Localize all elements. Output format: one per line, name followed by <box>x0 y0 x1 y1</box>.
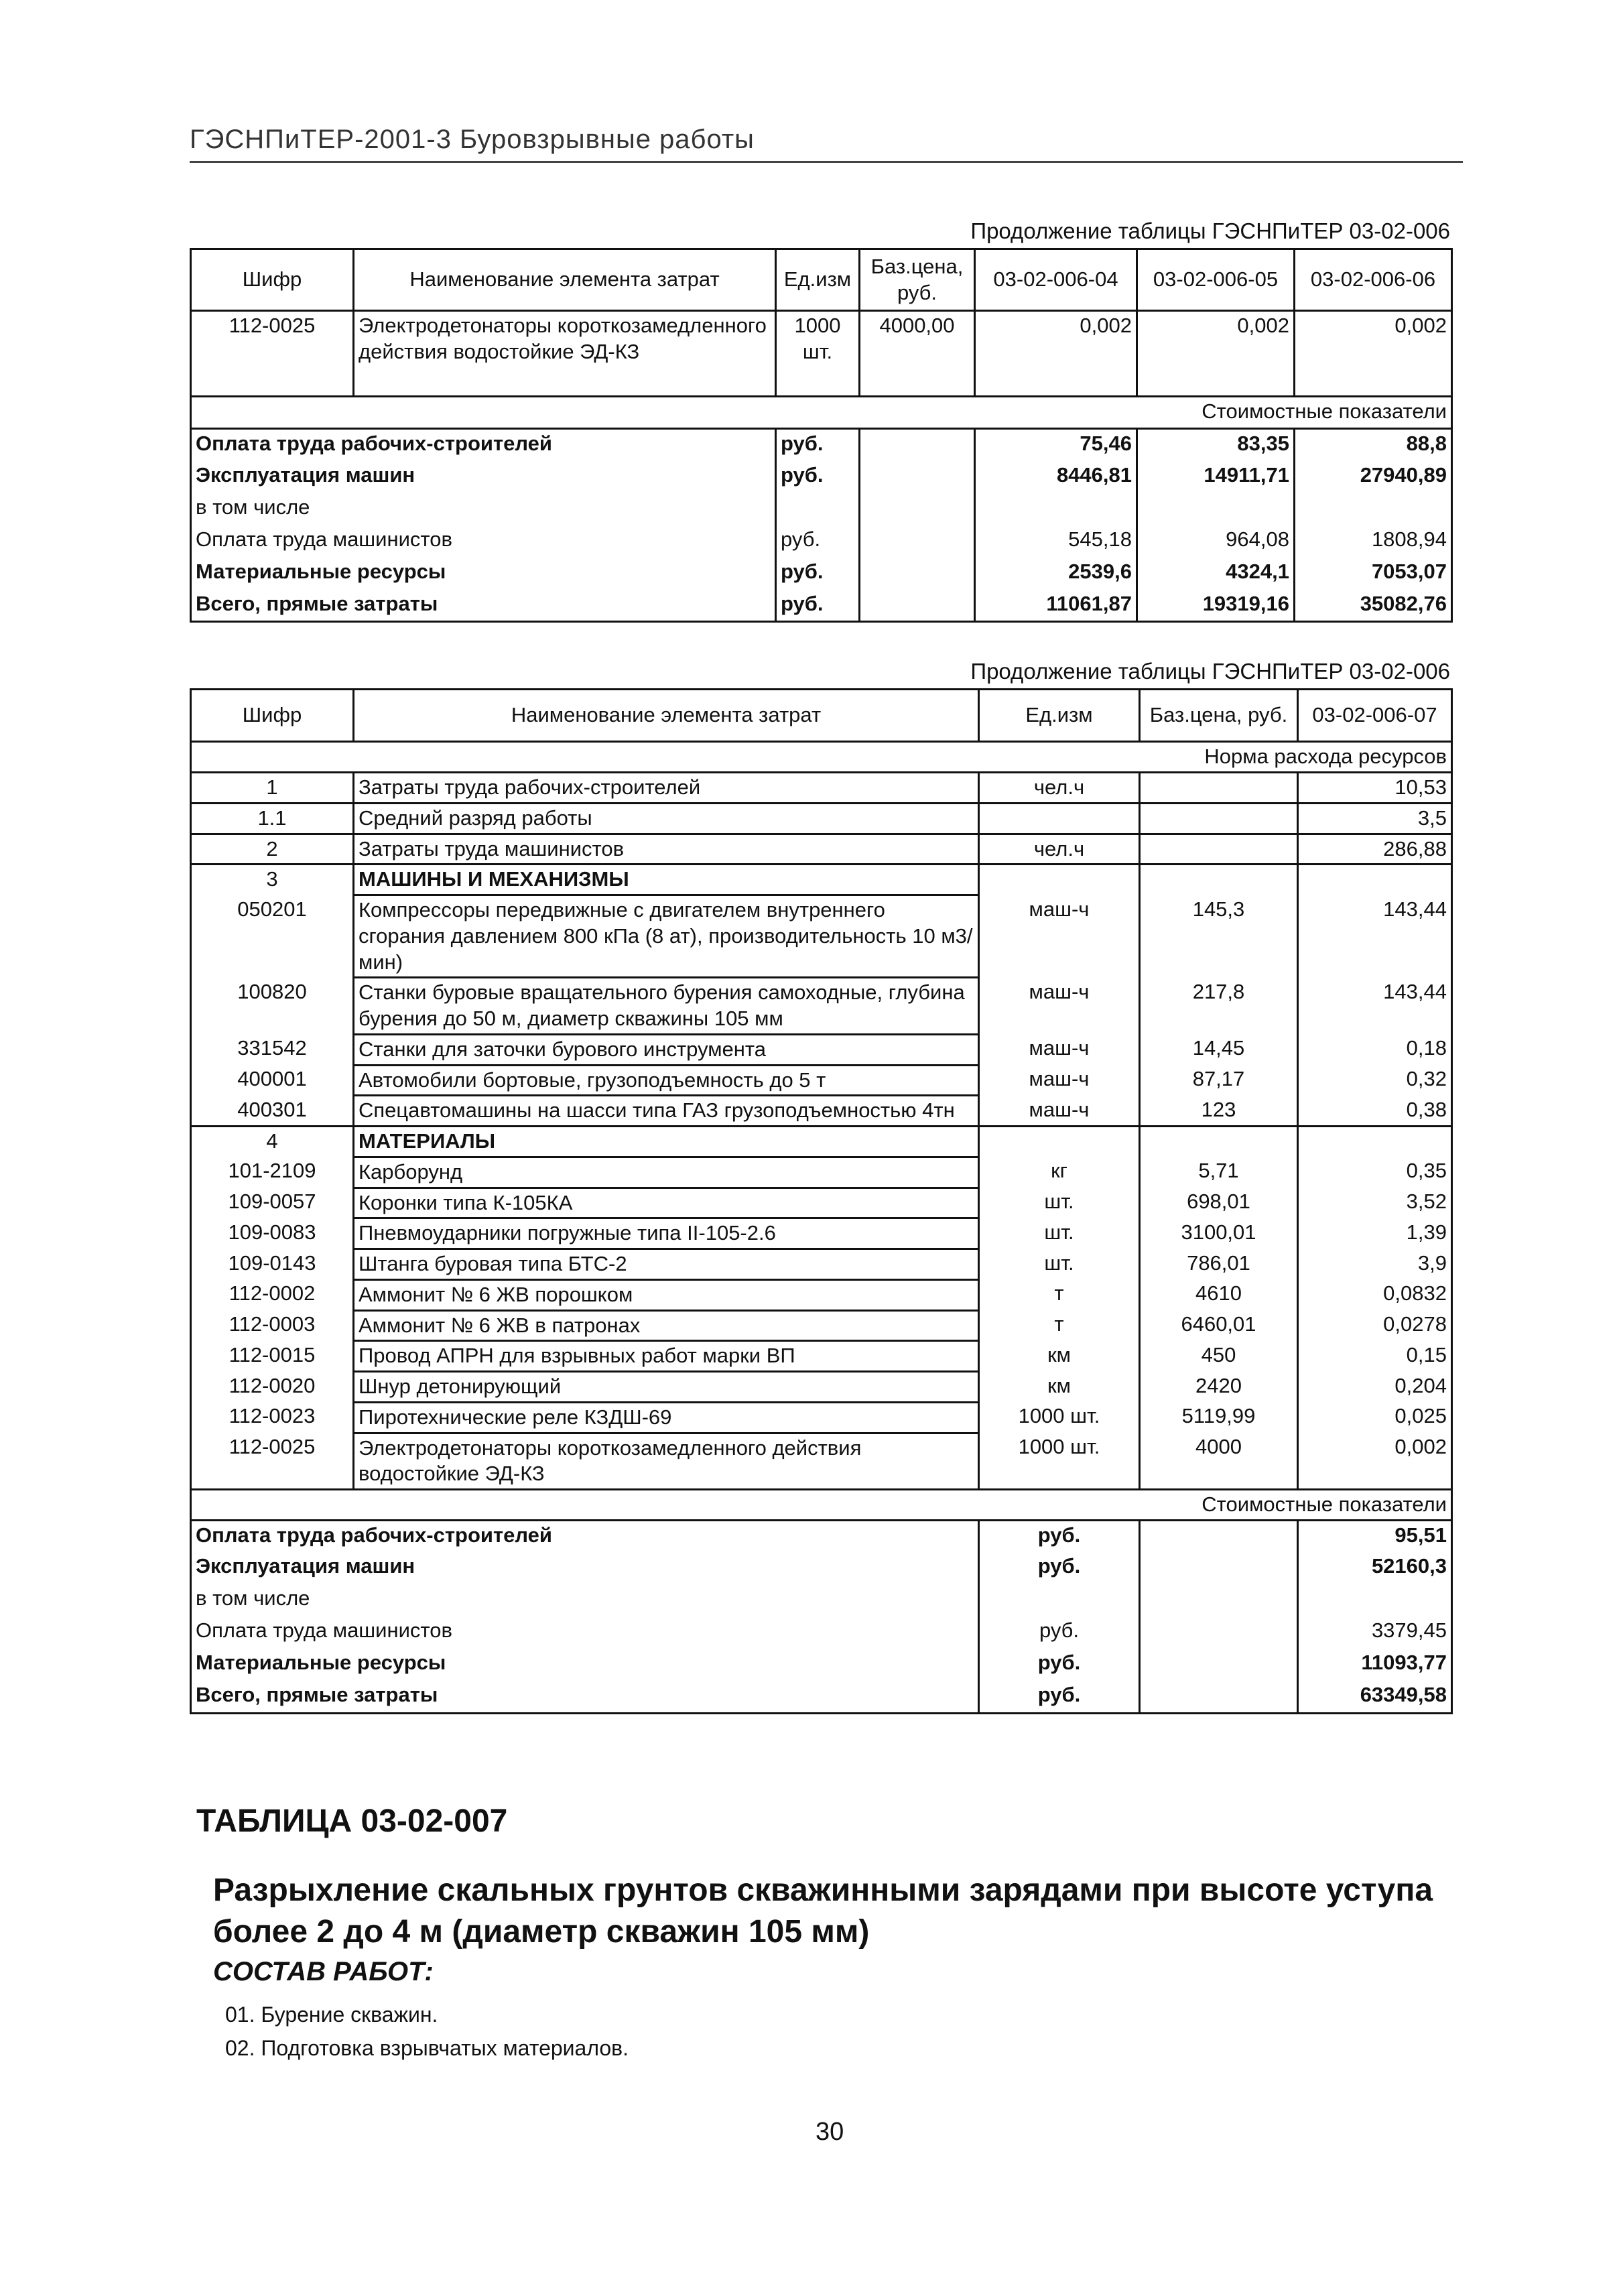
table-row <box>191 1034 1452 1065</box>
cost-row-unit: руб. <box>979 1520 1140 1552</box>
cell-price: 217,8 <box>1140 978 1298 1035</box>
cost-row-c3: 7053,07 <box>1295 558 1452 590</box>
cell-code: 112-0015 <box>191 1341 354 1372</box>
cell-code: 112-0002 <box>191 1279 354 1310</box>
cost-row-unit: руб. <box>776 525 860 558</box>
col-header-name: Наименование элемента затрат <box>354 690 979 742</box>
cell-price: 698,01 <box>1140 1188 1298 1218</box>
table-row <box>191 1552 1452 1584</box>
cost-row-label: Оплата труда машинистов <box>191 525 776 558</box>
cell-name: Электродетонаторы короткозамедленного действия водостойкие ЭД-КЗ <box>354 311 776 397</box>
list-item: 02. Подготовка взрывчатых материалов. <box>225 2035 629 2060</box>
col-header-name: Наименование элемента затрат <box>354 249 776 311</box>
cell-unit: км <box>979 1341 1140 1372</box>
cell-price <box>1140 865 1298 895</box>
table-row <box>191 311 1452 397</box>
table-row <box>191 1310 1452 1341</box>
col-header-c2: 03-02-006-05 <box>1137 249 1295 311</box>
cost-row-c2: 964,08 <box>1137 525 1295 558</box>
cost-row-label: Эксплуатация машин <box>191 1552 979 1584</box>
cost-row-c3: 1808,94 <box>1295 525 1452 558</box>
cost-row-c2: 4324,1 <box>1137 558 1295 590</box>
cell-value: 0,204 <box>1298 1372 1452 1403</box>
cell-price <box>1140 773 1298 804</box>
table-row <box>191 1402 1452 1433</box>
table2-continuation: Продолжение таблицы ГЭСНПиТЕР 03-02-006 <box>970 659 1450 684</box>
cell-value: 0,0832 <box>1298 1279 1452 1310</box>
cell-code: 4 <box>191 1127 354 1157</box>
cell-code: 1.1 <box>191 803 354 834</box>
cell-name: Станки буровые вращательного бурения самоходные, глубина бурения до 50 м, диаметр скважины 105 мм <box>354 978 979 1035</box>
table-row <box>191 1584 1452 1616</box>
col-header-c1: 03-02-006-04 <box>975 249 1137 311</box>
table-row <box>191 1433 1452 1490</box>
cell-code: 112-0025 <box>191 1433 354 1490</box>
cost-label-row <box>191 1490 1452 1521</box>
cell-name: Карборунд <box>354 1157 979 1188</box>
table-row <box>191 493 1452 525</box>
cell-value <box>1298 1127 1452 1157</box>
cell-code: 109-0083 <box>191 1218 354 1249</box>
cell-name: Средний разряд работы <box>354 803 979 834</box>
cell-price: 87,17 <box>1140 1065 1298 1096</box>
table-row <box>191 1372 1452 1403</box>
table-row <box>191 1065 1452 1096</box>
cost-row-unit: руб. <box>776 461 860 493</box>
cell-value: 286,88 <box>1298 834 1452 865</box>
cost-row-unit: руб. <box>979 1681 1140 1713</box>
cell-unit: км <box>979 1372 1140 1403</box>
cost-row-c3 <box>1295 493 1452 525</box>
table-row <box>191 590 1452 622</box>
cell-code: 400001 <box>191 1065 354 1096</box>
cell-name: Провод АПРН для взрывных работ марки ВП <box>354 1341 979 1372</box>
cell-price: 5119,99 <box>1140 1402 1298 1433</box>
cell-value: 3,52 <box>1298 1188 1452 1218</box>
cell-name: Электродетонаторы короткозамедленного действия водостойкие ЭД-КЗ <box>354 1433 979 1490</box>
cell-value: 0,35 <box>1298 1157 1452 1188</box>
cost-row-label: в том числе <box>191 1584 979 1616</box>
cell-price: 14,45 <box>1140 1034 1298 1065</box>
cost-row-c1 <box>975 493 1137 525</box>
col-header-c1: 03-02-006-07 <box>1298 690 1452 742</box>
table1 <box>190 248 1453 623</box>
list-item: 01. Бурение скважин. <box>225 2002 438 2027</box>
cell-value: 0,15 <box>1298 1341 1452 1372</box>
cost-row-c2: 14911,71 <box>1137 461 1295 493</box>
table-row <box>191 1616 1452 1649</box>
cost-row-price <box>860 558 975 590</box>
cell-price: 3100,01 <box>1140 1218 1298 1249</box>
table-row <box>191 1279 1452 1310</box>
table-row <box>191 1157 1452 1188</box>
header-rule <box>190 161 1463 163</box>
cost-row-value <box>1298 1584 1452 1616</box>
cost-row-c3: 88,8 <box>1295 429 1452 461</box>
work-composition-heading: СОСТАВ РАБОТ: <box>213 1957 434 1986</box>
cell-value: 0,002 <box>1298 1433 1452 1490</box>
cell-unit: 1000 шт. <box>776 311 860 397</box>
cost-row-label: Оплата труда машинистов <box>191 1616 979 1649</box>
table-row <box>191 1096 1452 1127</box>
table-row <box>191 1681 1452 1713</box>
cell-code: 3 <box>191 865 354 895</box>
cell-value: 143,44 <box>1298 895 1452 978</box>
cell-name: Автомобили бортовые, грузоподъемность до 5 т <box>354 1065 979 1096</box>
table-row <box>191 1341 1452 1372</box>
cell-code: 050201 <box>191 895 354 978</box>
cost-row-label: Эксплуатация машин <box>191 461 776 493</box>
table-row <box>191 429 1452 461</box>
cell-value: 0,38 <box>1298 1096 1452 1127</box>
col-header-code: Шифр <box>191 249 354 311</box>
cost-row-unit: руб. <box>979 1552 1140 1584</box>
table-row <box>191 525 1452 558</box>
table-row <box>191 1520 1452 1552</box>
table-row <box>191 773 1452 804</box>
col-header-code: Шифр <box>191 690 354 742</box>
cost-row-price <box>860 493 975 525</box>
cost-row-unit: руб. <box>979 1616 1140 1649</box>
cost-indicators-label: Стоимостные показатели <box>191 1490 1452 1521</box>
cost-row-c1: 75,46 <box>975 429 1137 461</box>
cost-row-c2: 19319,16 <box>1137 590 1295 622</box>
cell-value: 3,9 <box>1298 1249 1452 1280</box>
norm-label-row <box>191 742 1452 773</box>
cell-code: 1 <box>191 773 354 804</box>
cell-price: 4000,00 <box>860 311 975 397</box>
cell-unit: шт. <box>979 1249 1140 1280</box>
cost-row-c3: 27940,89 <box>1295 461 1452 493</box>
cell-unit: шт. <box>979 1188 1140 1218</box>
cell-value <box>1298 865 1452 895</box>
cost-row-price <box>860 525 975 558</box>
cell-price: 786,01 <box>1140 1249 1298 1280</box>
cost-row-value: 3379,45 <box>1298 1616 1452 1649</box>
cell-price: 6460,01 <box>1140 1310 1298 1341</box>
cost-row-value: 52160,3 <box>1298 1552 1452 1584</box>
cost-row-price <box>1140 1520 1298 1552</box>
cell-unit: чел.ч <box>979 773 1140 804</box>
cell-name: Спецавтомашины на шасси типа ГАЗ грузоподъемностью 4тн <box>354 1096 979 1127</box>
table-row <box>191 834 1452 865</box>
cost-row-label: в том числе <box>191 493 776 525</box>
table-row <box>191 895 1452 978</box>
cell-c1: 0,002 <box>975 311 1137 397</box>
cost-row-label: Оплата труда рабочих-строителей <box>191 429 776 461</box>
cell-code: 112-0003 <box>191 1310 354 1341</box>
cell-code: 109-0057 <box>191 1188 354 1218</box>
cell-code: 331542 <box>191 1034 354 1065</box>
table-row <box>191 1188 1452 1218</box>
cost-row-label: Всего, прямые затраты <box>191 590 776 622</box>
running-header <box>190 125 1463 164</box>
cost-row-price <box>860 461 975 493</box>
table-row <box>191 1127 1452 1157</box>
cell-unit: кг <box>979 1157 1140 1188</box>
cost-row-c2 <box>1137 493 1295 525</box>
table-title: ТАБЛИЦА 03-02-007 <box>196 1803 508 1839</box>
col-header-c3: 03-02-006-06 <box>1295 249 1452 311</box>
cost-label-row <box>191 397 1452 429</box>
table1-header-row <box>191 249 1452 311</box>
cell-value: 0,0278 <box>1298 1310 1452 1341</box>
table1-continuation: Продолжение таблицы ГЭСНПиТЕР 03-02-006 <box>970 218 1450 243</box>
col-header-price: Баз.цена, руб. <box>1140 690 1298 742</box>
cost-row-label: Материальные ресурсы <box>191 558 776 590</box>
cost-row-label: Всего, прямые затраты <box>191 1681 979 1713</box>
col-header-price: Баз.цена, руб. <box>860 249 975 311</box>
cost-row-c2: 83,35 <box>1137 429 1295 461</box>
cell-price: 2420 <box>1140 1372 1298 1403</box>
cost-row-unit <box>776 493 860 525</box>
cost-row-price <box>1140 1584 1298 1616</box>
cell-code: 112-0025 <box>191 311 354 397</box>
cell-price: 145,3 <box>1140 895 1298 978</box>
cost-row-c1: 8446,81 <box>975 461 1137 493</box>
cell-price: 5,71 <box>1140 1157 1298 1188</box>
cell-code: 112-0020 <box>191 1372 354 1403</box>
cell-value: 3,5 <box>1298 803 1452 834</box>
cost-row-c1: 545,18 <box>975 525 1137 558</box>
cell-price: 123 <box>1140 1096 1298 1127</box>
cell-value: 0,18 <box>1298 1034 1452 1065</box>
cell-unit: 1000 шт. <box>979 1402 1140 1433</box>
cell-unit: т <box>979 1279 1140 1310</box>
cell-unit: маш-ч <box>979 1034 1140 1065</box>
cell-unit <box>979 865 1140 895</box>
cell-name: Станки для заточки бурового инструмента <box>354 1034 979 1065</box>
cost-row-price <box>1140 1649 1298 1681</box>
cell-value: 0,025 <box>1298 1402 1452 1433</box>
cell-unit: т <box>979 1310 1140 1341</box>
cell-name: Коронки типа К-105КА <box>354 1188 979 1218</box>
cell-name: Аммонит № 6 ЖВ порошком <box>354 1279 979 1310</box>
cell-code: 101-2109 <box>191 1157 354 1188</box>
cost-row-unit: руб. <box>776 590 860 622</box>
cell-code: 112-0023 <box>191 1402 354 1433</box>
table-row <box>191 461 1452 493</box>
table-subtitle: Разрыхление скальных грунтов скважинными зарядами при высоте уступа более 2 до 4 м (диаметр скважин 105 мм) <box>213 1872 1433 1950</box>
cell-unit: 1000 шт. <box>979 1433 1140 1490</box>
cell-price <box>1140 803 1298 834</box>
cost-row-value: 11093,77 <box>1298 1649 1452 1681</box>
cell-value: 0,32 <box>1298 1065 1452 1096</box>
cost-row-unit: руб. <box>776 429 860 461</box>
cell-unit: маш-ч <box>979 895 1140 978</box>
cost-row-unit <box>979 1584 1140 1616</box>
running-title: ГЭСНПиТЕР-2001-3 Буровзрывные работы <box>190 125 755 154</box>
cost-row-price <box>1140 1681 1298 1713</box>
table-row <box>191 803 1452 834</box>
cost-row-c3: 35082,76 <box>1295 590 1452 622</box>
cell-price <box>1140 834 1298 865</box>
cell-name: Пиротехнические реле КЗДШ-69 <box>354 1402 979 1433</box>
cell-unit: чел.ч <box>979 834 1140 865</box>
cell-value: 143,44 <box>1298 978 1452 1035</box>
cost-row-c1: 11061,87 <box>975 590 1137 622</box>
table-row <box>191 558 1452 590</box>
table-row <box>191 1249 1452 1280</box>
table2-header-row <box>191 690 1452 742</box>
cost-row-price <box>1140 1552 1298 1584</box>
cell-value: 1,39 <box>1298 1218 1452 1249</box>
cell-price: 450 <box>1140 1341 1298 1372</box>
cost-row-label: Оплата труда рабочих-строителей <box>191 1520 979 1552</box>
cost-row-price <box>860 590 975 622</box>
table-row <box>191 1218 1452 1249</box>
cost-row-unit: руб. <box>979 1649 1140 1681</box>
cell-unit <box>979 1127 1140 1157</box>
cost-row-c1: 2539,6 <box>975 558 1137 590</box>
cell-price <box>1140 1127 1298 1157</box>
cost-row-unit: руб. <box>776 558 860 590</box>
col-header-unit: Ед.изм <box>776 249 860 311</box>
cell-unit <box>979 803 1140 834</box>
table-row <box>191 978 1452 1035</box>
cell-unit: шт. <box>979 1218 1140 1249</box>
cell-price: 4610 <box>1140 1279 1298 1310</box>
cell-code: 109-0143 <box>191 1249 354 1280</box>
work-list <box>225 1998 629 2065</box>
cost-row-value: 95,51 <box>1298 1520 1452 1552</box>
cost-indicators-label: Стоимостные показатели <box>191 397 1452 429</box>
cell-unit: маш-ч <box>979 1065 1140 1096</box>
cell-name: Компрессоры передвижные с двигателем внутреннего сгорания давлением 800 кПа (8 ат), производительность 10 м3/мин) <box>354 895 979 978</box>
table-row <box>191 865 1452 895</box>
cell-name: МАШИНЫ И МЕХАНИЗМЫ <box>354 865 979 895</box>
cell-name: Шнур детонирующий <box>354 1372 979 1403</box>
cell-code: 100820 <box>191 978 354 1035</box>
cell-c3: 0,002 <box>1295 311 1452 397</box>
cell-price: 4000 <box>1140 1433 1298 1490</box>
cell-c2: 0,002 <box>1137 311 1295 397</box>
col-header-unit: Ед.изм <box>979 690 1140 742</box>
cell-name: Затраты труда рабочих-строителей <box>354 773 979 804</box>
table2 <box>190 688 1453 1714</box>
cell-unit: маш-ч <box>979 1096 1140 1127</box>
table-row <box>191 1649 1452 1681</box>
cell-name: Затраты труда машинистов <box>354 834 979 865</box>
cell-name: Штанга буровая типа БТС-2 <box>354 1249 979 1280</box>
norm-label: Норма расхода ресурсов <box>191 742 1452 773</box>
cost-row-price <box>1140 1616 1298 1649</box>
cell-value: 10,53 <box>1298 773 1452 804</box>
cost-row-value: 63349,58 <box>1298 1681 1452 1713</box>
cell-name: Пневмоударники погружные типа II-105-2.6 <box>354 1218 979 1249</box>
cell-name: Аммонит № 6 ЖВ в патронах <box>354 1310 979 1341</box>
cost-row-price <box>860 429 975 461</box>
cell-code: 2 <box>191 834 354 865</box>
cell-unit: маш-ч <box>979 978 1140 1035</box>
cell-name: МАТЕРИАЛЫ <box>354 1127 979 1157</box>
cost-row-label: Материальные ресурсы <box>191 1649 979 1681</box>
page-number: 30 <box>816 2118 844 2146</box>
cell-code: 400301 <box>191 1096 354 1127</box>
